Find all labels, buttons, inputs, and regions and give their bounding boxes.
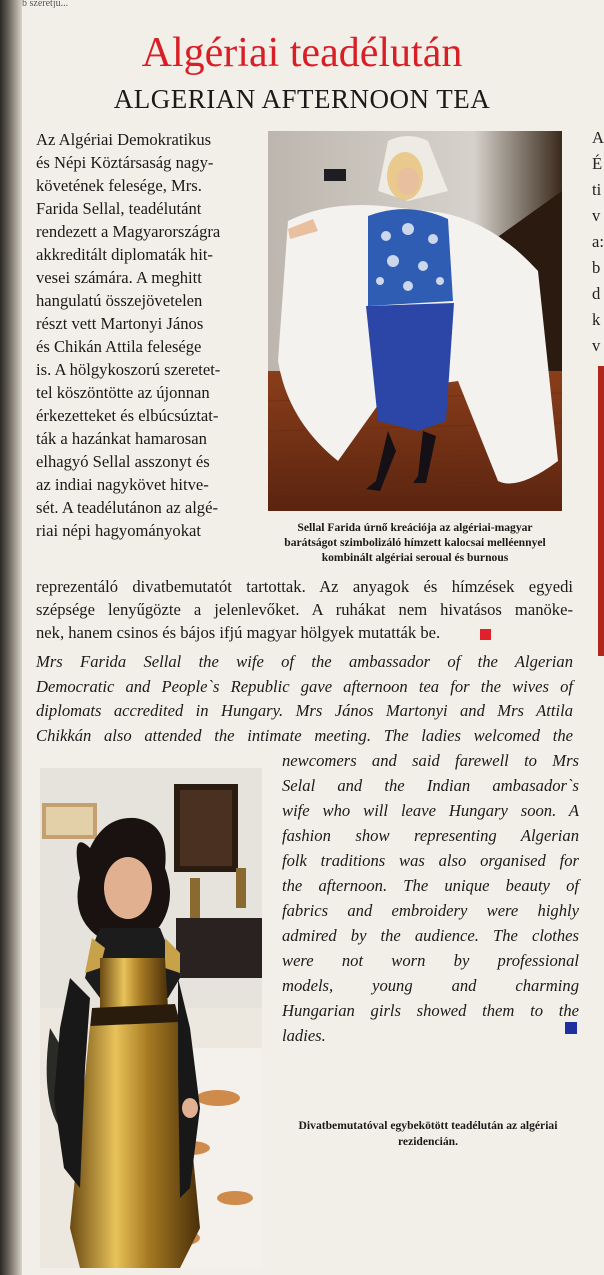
hu-line: szépsége lenyűgözte a jelenlevőket. A ruhákat nem hivatásos manöke- xyxy=(36,600,573,619)
en-line: Democratic and People`s Republic gave afternoon tea for the wives of xyxy=(36,676,573,696)
clipped-letter: É xyxy=(592,154,603,173)
caption-line: barátságot szimbolizáló hímzett kalocsai melléennyel xyxy=(284,536,546,549)
hu-line: rendezett a Magyarországra xyxy=(36,222,221,241)
caption-line: Sellal Farida úrnő kreációja az algériai-magyar xyxy=(297,521,533,534)
photo-model-gold-dress xyxy=(40,768,262,1268)
clipped-letter: A xyxy=(592,128,604,147)
caption-line: rezidencián. xyxy=(397,1135,458,1148)
clipped-letter: d xyxy=(592,284,601,303)
top-bleed-text: b szeretjü... xyxy=(22,0,69,8)
hu-line: sét. A teadélutánon az algé- xyxy=(36,498,218,517)
en-line: newcomers and said farewell to Mrs xyxy=(282,751,579,770)
hu-line: vesei számára. A meghitt xyxy=(36,268,202,287)
photo-fashion-model-burnous xyxy=(268,131,562,511)
en-line: diplomats accredited in Hungary. Mrs János Martonyi and Mrs Attila xyxy=(36,701,573,720)
en-line: admired by the audience. The clothes xyxy=(282,926,579,945)
hu-line: és Népi Köztársaság nagy- xyxy=(36,153,214,172)
hu-last-line-row xyxy=(36,621,573,644)
en-line: wife who will leave Hungary soon. A xyxy=(282,801,579,820)
hu-line: és Chikán Attila felesége xyxy=(36,337,202,356)
page-binding-edge xyxy=(0,0,22,1275)
hu-line: hangulatú összejövetelen xyxy=(36,291,203,310)
neighboring-photo-edge xyxy=(598,366,604,656)
hu-line: ták a hazánkat hamarosan xyxy=(36,429,207,448)
clipped-letter: b xyxy=(592,258,601,277)
clipped-letter: ti xyxy=(592,180,602,199)
en-line: Mrs Farida Sellal the wife of the ambassador of the Algerian xyxy=(36,652,573,671)
hu-line: részt vett Martonyi János xyxy=(36,314,204,333)
hu-line: is. A hölgykoszorú szeretet- xyxy=(36,360,221,379)
hu-line: az indiai nagykövet hitve- xyxy=(36,475,209,494)
hu-line: követének felesége, Mrs. xyxy=(36,176,202,195)
hu-line: érkezetteket és elbúcsúztat- xyxy=(36,406,219,425)
en-line: folk traditions was also organised for xyxy=(282,851,579,870)
en-line: fashion show representing Algerian xyxy=(282,826,579,845)
english-right-column-text xyxy=(282,748,579,1048)
clipped-letter: v xyxy=(592,336,601,355)
neighboring-column-fragment xyxy=(592,125,604,359)
clipped-letter: k xyxy=(592,310,601,329)
en-line: ladies. xyxy=(282,1026,326,1045)
en-line: models, young and charming xyxy=(282,976,579,995)
hu-line: Az Algériai Demokratikus xyxy=(36,130,212,149)
en-line: the afternoon. The unique beauty of xyxy=(282,876,579,895)
hu-line: reprezentáló divatbemutatót tartottak. Az anyagok és hímzések egyedi xyxy=(36,577,573,596)
hungarian-full-width-text xyxy=(36,575,573,644)
hu-line: riai népi hagyományokat xyxy=(36,521,201,540)
hu-line: akkreditált diplomaták hit- xyxy=(36,245,213,264)
hu-line: tel köszöntötte az újonnan xyxy=(36,383,210,402)
english-full-width-text xyxy=(36,650,573,748)
hungarian-column-text xyxy=(36,128,260,542)
clipped-letter: v xyxy=(592,206,601,225)
title-hungarian: Algériai teadélután xyxy=(141,30,463,76)
caption-line: kombinált algériai seroual és burnous xyxy=(321,551,509,564)
caption-line: Divatbemutatóval egybekötött teadélután az algériai xyxy=(298,1119,558,1132)
en-line: were not worn by professional xyxy=(282,951,579,970)
title-english: ALGERIAN AFTERNOON TEA xyxy=(113,84,491,114)
en-line: Selal and the Indian ambasador`s xyxy=(282,776,579,795)
hu-line: nek, hanem csinos és bájos ifjú magyar hölgyek mutatták be. xyxy=(36,623,441,642)
end-mark-blue xyxy=(565,1022,577,1034)
hu-line: Farida Sellal, teadélutánt xyxy=(36,199,202,218)
caption-photo-2 xyxy=(272,1118,584,1150)
end-mark-red xyxy=(480,629,491,640)
clipped-letter: a: xyxy=(592,232,604,251)
en-line: Hungarian girls showed them to the xyxy=(282,1001,579,1020)
hu-line: elhagyó Sellal asszonyt és xyxy=(36,452,210,471)
caption-photo-1 xyxy=(262,520,568,565)
en-line: fabrics and embroidery were highly xyxy=(282,901,579,920)
en-line: Chikkán also attended the intimate meeting. The ladies welcomed the xyxy=(36,725,573,745)
